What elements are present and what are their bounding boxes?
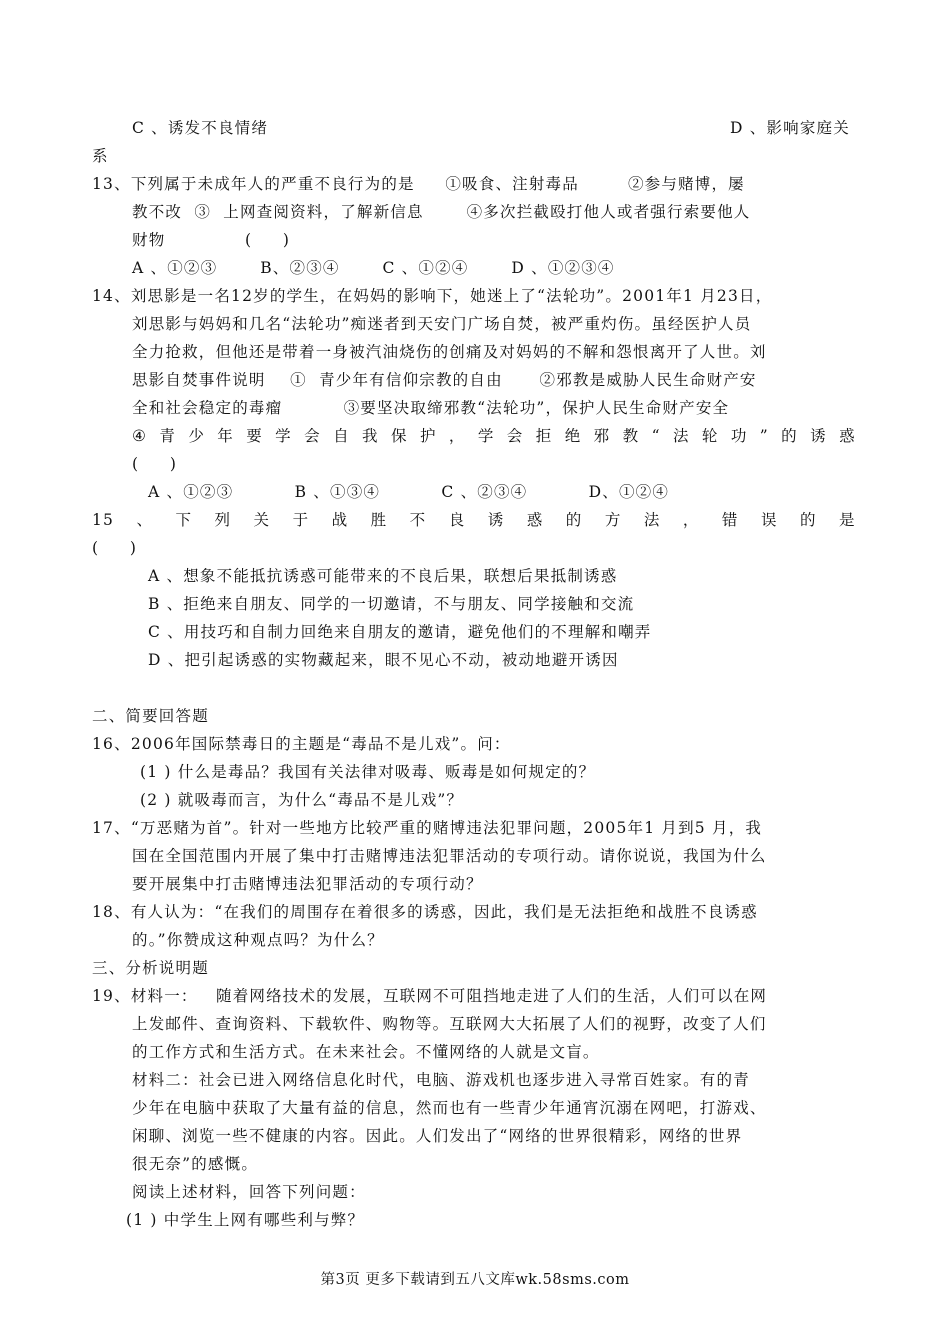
q15-line-1-seg: 诱 [487, 511, 505, 529]
q14-line-6-seg: 自 [333, 427, 350, 445]
q14-line-6-seg: 绝 [564, 427, 582, 445]
q16-line-1: 16、2006年国际禁毒日的主题是“毒品不是儿戏”。问： [92, 735, 511, 753]
q14-line-6-seg: 诱 [810, 427, 827, 445]
q14-line-6-seg: ， [448, 427, 466, 445]
q15-line-1-seg: 关 [253, 511, 271, 529]
q15-answer-blank: ( ) [92, 539, 138, 557]
q13-line-2: 教不改 ③ 上网查阅资料，了解新信息 ④多次拦截殴打他人或者强行索要他人 [132, 203, 751, 221]
q14-options: A 、①②③ B 、①③④ C 、②③④ D、①②④ [148, 483, 670, 501]
q17-line-1: 17、“万恶赌为首”。针对一些地方比较严重的赌博违法犯罪问题，2005年1 月到5 月，我 [92, 819, 763, 837]
q15-line-1-seg: 于 [292, 511, 310, 529]
q15-line-1-seg: 列 [214, 511, 232, 529]
q15-line-1-seg: 法 [643, 511, 661, 529]
q15-line-1-seg: 不 [409, 511, 427, 529]
q14-line-6-seg: 会 [506, 427, 524, 445]
q14-line-6-seg: 青 [159, 427, 177, 445]
q14-line-6-seg: 教 [622, 427, 640, 445]
q15-line-1-seg: 方 [604, 511, 622, 529]
q15-option-a: A 、想象不能抵抗诱惑可能带来的不良后果，联想后果抵制诱惑 [148, 567, 618, 585]
q17-line-2: 国在全国范围内开展了集中打击赌博违法犯罪活动的专项行动。请你说说，我国为什么 [132, 847, 767, 865]
q12-option-d-wrap: 系 [92, 147, 109, 165]
section-2-heading: 二、简要回答题 [92, 707, 209, 725]
q12-option-d: D 、影响家庭关 [730, 119, 850, 137]
q19-sub-1: (1 ) 中学生上网有哪些利与弊？ [126, 1211, 365, 1229]
page-footer: 第3页 更多下载请到五八文库wk.58sms.com [320, 1272, 630, 1288]
q19-material-2-line-2: 少年在电脑中获取了大量有益的信息，然而也有一些青少年通宵沉溺在网吧，打游戏、 [132, 1099, 767, 1117]
q15-option-c: C 、用技巧和自制力回绝来自朋友的邀请，避免他们的不理解和嘲弄 [148, 623, 652, 641]
q19-line-2: 上发邮件、查询资料、下载软件、购物等。互联网大大拓展了人们的视野，改变了人们 [132, 1015, 767, 1033]
q15-line-1-seg: 是 [839, 511, 856, 529]
q14-answer-blank: ( ) [132, 455, 178, 473]
q17-line-3: 要开展集中打击赌博违法犯罪活动的专项行动？ [132, 875, 483, 893]
q14-line-6 [132, 426, 856, 446]
q19-material-2-line-1: 材料二：社会已进入网络信息化时代，电脑、游戏机也逐步进入寻常百姓家。有的青 [132, 1071, 750, 1089]
q15-line-1-seg: 惑 [526, 511, 544, 529]
q14-line-6-seg: 保 [390, 427, 408, 445]
q15-line-1-seg: 胜 [370, 511, 388, 529]
q19-line-3: 的工作方式和生活方式。在未来社会。不懂网络的人就是文盲。 [132, 1043, 600, 1061]
q14-line-6-seg: 的 [781, 427, 798, 445]
q19-line-1: 19、材料一： 随着网络技术的发展，互联网不可阻挡地走进了人们的生活，人们可以在网 [92, 987, 768, 1005]
q15-option-b: B 、拒绝来自朋友、同学的一切邀请，不与朋友、同学接触和交流 [148, 595, 635, 613]
q13-line-3: 财物 ( ) [132, 231, 291, 249]
q18-line-1: 18、有人认为：“在我们的周围存在着很多的诱惑，因此，我们是无法拒绝和战胜不良诱惑 [92, 903, 758, 921]
q14-line-5: 全和社会稳定的毒瘤 ③要坚决取缔邪教“法轮功”，保护人民生命财产安全 [132, 399, 730, 417]
q14-line-6-seg: “ [651, 427, 661, 445]
q14-line-6-seg: 护 [419, 427, 437, 445]
q14-line-6-seg: 要 [246, 427, 263, 445]
q15-line-1-seg: 15 [92, 511, 115, 529]
section-3-heading: 三、分析说明题 [92, 959, 209, 977]
q14-line-6-seg: 轮 [701, 427, 719, 445]
q15-line-1-seg: 错 [721, 511, 739, 529]
q13-line-1: 13、下列属于未成年人的严重不良行为的是 ①吸食、注射毒品 ②参与赌博，屡 [92, 175, 745, 193]
q16-sub-2: (2 ) 就吸毒而言，为什么“毒品不是儿戏”？ [140, 791, 464, 809]
q14-line-6-seg: 惑 [839, 427, 856, 445]
q14-line-6-seg: ” [759, 427, 769, 445]
q14-line-2: 刘思影与妈妈和几名“法轮功”痴迷者到天安门广场自焚，被严重灼伤。虽经医护人员 [132, 315, 752, 333]
q14-line-6-seg: 学 [477, 427, 495, 445]
q15-line-1-seg: 战 [331, 511, 349, 529]
q14-line-3: 全力抢救，但他还是带着一身被汽油烧伤的创痛及对妈妈的不解和怨恨离开了人世。刘 [132, 343, 767, 361]
q13-options: A 、①②③ B、②③④ C 、①②④ D 、①②③④ [132, 259, 615, 277]
q15-line-1-seg: 良 [448, 511, 466, 529]
q14-line-6-seg: 法 [672, 427, 690, 445]
q14-line-6-seg: 拒 [535, 427, 553, 445]
q14-line-6-seg: 会 [304, 427, 321, 445]
q19-prompt: 阅读上述材料，回答下列问题： [132, 1183, 366, 1201]
q19-material-2-line-4: 很无奈”的感慨。 [132, 1155, 259, 1173]
q14-line-1: 14、刘思影是一名12岁的学生，在妈妈的影响下，她迷上了“法轮功”。2001年1 月23日， [92, 287, 773, 305]
q15-line-1-seg: 的 [565, 511, 583, 529]
q14-line-6-seg: 少 [188, 427, 206, 445]
q15-line-1-seg: 误 [760, 511, 778, 529]
q14-line-6-seg: 功 [730, 427, 748, 445]
q19-material-2-line-3: 闲聊、浏览一些不健康的内容。因此。人们发出了“网络的世界很精彩，网络的世界 [132, 1127, 743, 1145]
q14-line-6-seg: 我 [362, 427, 379, 445]
q14-line-6-seg: ④ [132, 427, 148, 445]
q14-line-6-seg: 邪 [593, 427, 611, 445]
q16-sub-1: (1 ) 什么是毒品？我国有关法律对吸毒、贩毒是如何规定的？ [140, 763, 596, 781]
q15-line-1-seg: ， [682, 511, 700, 529]
q12-option-c: C 、诱发不良情绪 [132, 119, 269, 137]
q14-line-6-seg: 学 [275, 427, 292, 445]
q15-line-1-seg: 下 [175, 511, 193, 529]
q14-line-4: 思影自焚事件说明 ① 青少年有信仰宗教的自由 ②邪教是威胁人民生命财产安 [132, 371, 757, 389]
q14-line-6-seg: 年 [217, 427, 234, 445]
q18-line-2: 的。”你赞成这种观点吗？为什么？ [132, 931, 384, 949]
q15-line-1-seg: 的 [799, 511, 817, 529]
q15-line-1-seg: 、 [136, 511, 154, 529]
q15-option-d: D 、把引起诱惑的实物藏起来，眼不见心不动，被动地避开诱因 [148, 651, 619, 669]
q15-line-1 [92, 510, 856, 530]
